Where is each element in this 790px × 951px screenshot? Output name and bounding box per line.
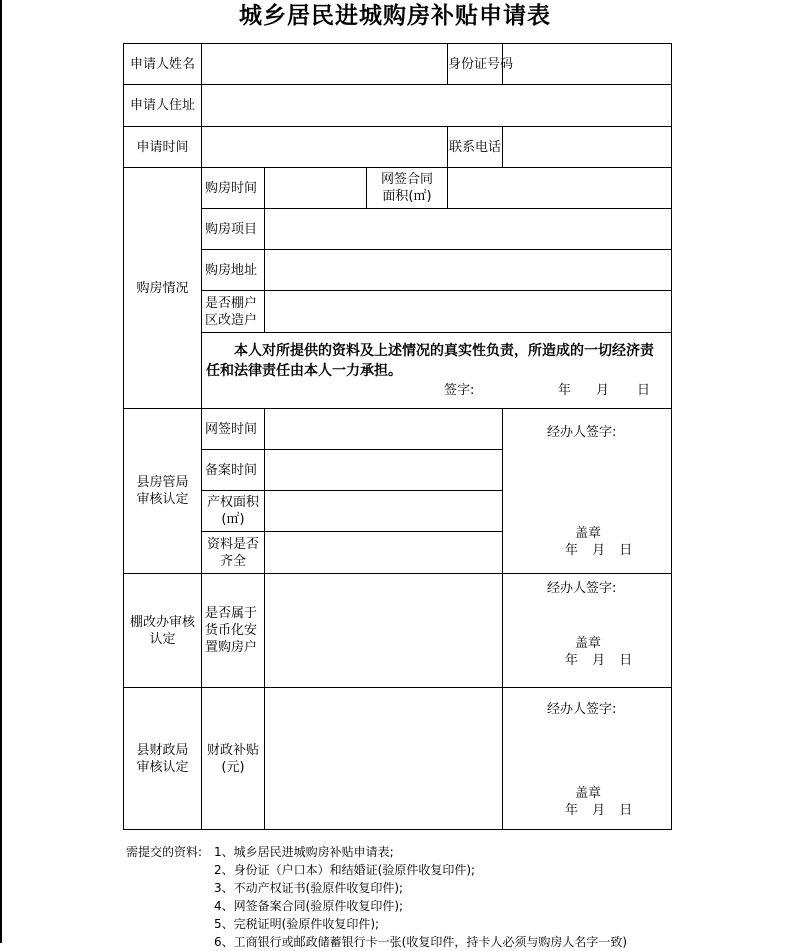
notes-item: 2、身份证（户口本）和结婚证(验原件收复印件); [214,863,476,877]
finance-seal-label: 盖章 [575,786,602,801]
id-number-label: 身份证号码 [448,44,503,85]
finance-handler-sign-label: 经办人签字: [547,702,617,717]
housing-bureau-label [124,409,202,574]
applicant-address-label: 申请人住址 [124,85,202,127]
form-title: 城乡居民进城购房补贴申请表 [239,3,551,29]
record-time-label: 备案时间 [202,450,265,491]
shanty-office-label [124,574,202,688]
notes-row-4 [126,897,627,915]
applicant-address-field[interactable] [202,85,672,127]
notes-item: 1、城乡居民进城购房补贴申请表; [214,845,394,859]
purchase-address-field[interactable] [265,250,672,291]
monetized-label-line2: 货币化安 [205,623,258,638]
declaration-month: 月 [596,383,610,398]
purchase-address-label: 购房地址 [202,250,265,291]
application-form-table [123,43,672,830]
shanty-renovation-label-line1: 是否棚户 [205,295,258,311]
phone-field[interactable] [503,127,672,168]
shanty-seal-label: 盖章 [575,636,602,651]
applicant-name-field[interactable] [202,44,448,85]
apply-time-label: 申请时间 [124,127,202,168]
contract-area-field[interactable] [448,168,672,209]
page-left-border [0,0,2,943]
housing-bureau-approval-cell[interactable] [503,409,672,574]
notes-label: 需提交的资料: [126,845,203,859]
monetized-resettlement-field[interactable] [265,574,503,688]
id-number-field[interactable] [503,44,672,85]
subsidy-label [202,688,265,830]
notes-row-5 [126,915,627,933]
declaration-day: 日 [637,383,651,398]
purchase-time-field[interactable] [265,168,367,209]
docs-complete-field[interactable] [265,532,503,574]
subsidy-field[interactable] [265,688,503,830]
shanty-handler-sign-label: 经办人签字: [547,581,617,596]
shanty-office-approval-cell[interactable] [503,574,672,688]
sign-time-label: 网签时间 [202,409,265,450]
docs-complete-label-line2: 齐全 [219,553,246,569]
notes-row-2 [126,861,627,879]
declaration-signature-line [206,382,667,400]
notes-row-6 [126,933,627,951]
shanty-date-label: 年 月 日 [565,653,633,668]
declaration-text: 本人对所提供的资料及上述情况的真实性负责，所造成的一切经济责任和法律责任由本人一力承担。 [206,343,654,379]
housing-seal-label: 盖章 [575,526,602,541]
property-area-label [202,491,265,532]
required-documents-notes [126,843,627,951]
shanty-office-label-line1: 棚改办审核 [129,614,195,630]
notes-item: 6、工商银行或邮政储蓄银行卡一张(收复印件，持卡人必须与购房人名字一致) [214,935,628,949]
monetized-resettlement-label [202,574,265,688]
record-time-field[interactable] [265,450,503,491]
housing-bureau-label-line1: 县房管局 [136,475,189,490]
notes-item: 3、不动产权证书(验原件收复印件); [214,881,404,895]
purchase-project-field[interactable] [265,209,672,250]
subsidy-label-line1: 财政补贴 [206,742,259,758]
finance-date-label: 年 月 日 [565,803,633,818]
applicant-name-label: 申请人姓名 [124,44,202,85]
housing-handler-sign-label: 经办人签字: [547,425,617,440]
housing-bureau-label-line2: 审核认定 [136,492,189,507]
contract-area-label [367,168,448,209]
property-area-label-line1: 产权面积 [206,495,259,510]
notes-item: 5、完税证明(验原件收复印件); [214,917,380,931]
apply-time-field[interactable] [202,127,448,168]
property-area-label-line2: (㎡) [221,512,245,527]
monetized-label-line1: 是否属于 [205,606,258,621]
finance-bureau-label [124,688,202,830]
shanty-renovation-label [202,291,265,333]
finance-bureau-approval-cell[interactable] [503,688,672,830]
declaration-year: 年 [558,383,572,398]
contract-area-label-line2: 面积(㎡) [382,189,432,204]
docs-complete-label [202,532,265,574]
shanty-renovation-field[interactable] [265,291,672,333]
purchase-time-label: 购房时间 [202,168,265,209]
monetized-label-line3: 置购房户 [205,640,258,655]
subsidy-label-line2: (元) [221,759,245,775]
sign-time-field[interactable] [265,409,503,450]
housing-date-label: 年 月 日 [565,543,633,558]
shanty-renovation-label-line2: 区改造户 [205,312,258,328]
purchase-project-label: 购房项目 [202,209,265,250]
finance-bureau-label-line1: 县财政局 [136,742,189,758]
purchase-section-label: 购房情况 [124,168,202,409]
notes-row-3 [126,879,627,897]
notes-item: 4、网签备案合同(验原件收复印件); [214,899,404,913]
declaration-sign-label: 签字: [444,383,475,398]
notes-row-1 [126,843,627,861]
phone-label: 联系电话 [448,127,503,168]
contract-area-label-line1: 网签合同 [381,172,434,187]
docs-complete-label-line1: 资料是否 [206,536,259,552]
declaration-cell [202,333,672,409]
property-area-field[interactable] [265,491,503,532]
shanty-office-label-line2: 认定 [149,631,176,647]
finance-bureau-label-line2: 审核认定 [136,759,189,775]
